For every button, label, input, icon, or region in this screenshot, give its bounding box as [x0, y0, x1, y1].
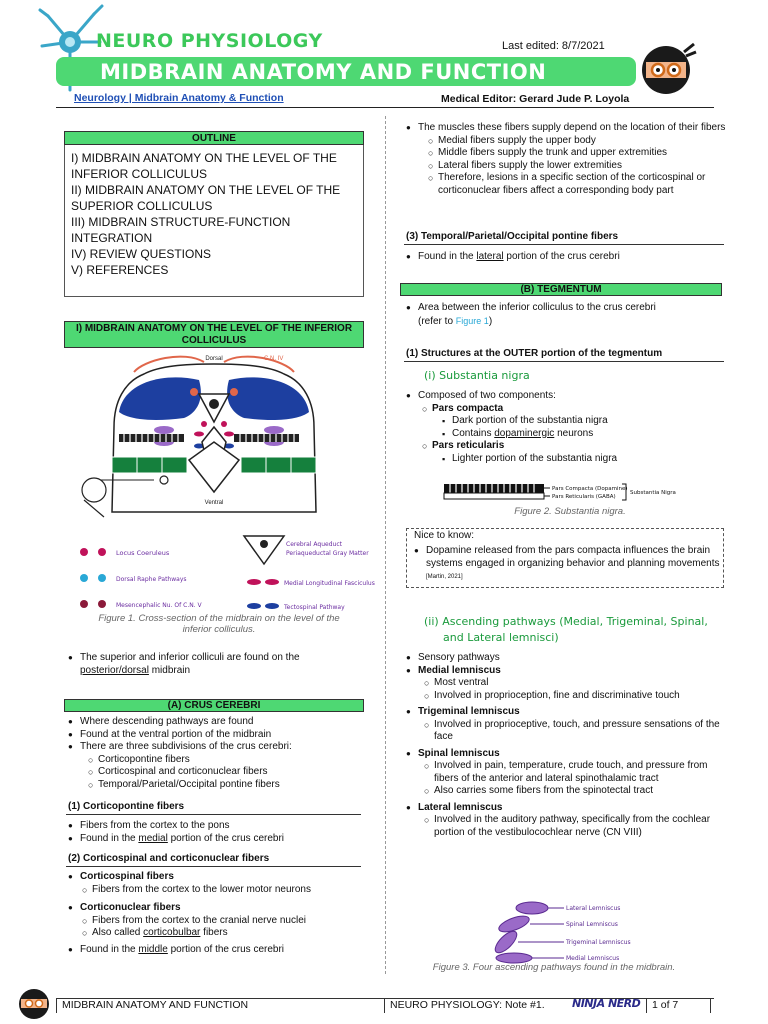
text-post: portion of the crus cerebri	[167, 832, 285, 844]
crus-cerebri-body	[68, 716, 363, 791]
crus-subdivision: ○ Temporal/Parietal/Occipital pontine fibers	[88, 779, 363, 792]
text-post: portion of the crus cerebri	[503, 251, 620, 262]
figure-1-link[interactable]: Figure 1	[455, 315, 489, 326]
nice-to-know-title: Nice to know:	[414, 530, 475, 541]
corticospinal-heading: (2) Corticospinal and corticonuclear fibers	[68, 853, 270, 864]
figure-2-caption: Figure 2. Substantia nigra.	[514, 506, 626, 517]
compacta-sub: ▪ Dark portion of the substantia nigra	[442, 415, 726, 428]
tegmentum-heading: (B) TEGMENTUM	[400, 283, 722, 296]
text-underlined: lateral	[476, 251, 504, 262]
fig2-reticularis-label: Pars Reticularis (GABA)	[552, 494, 616, 500]
figure-1-caption: Figure 1. Cross-section of the midbrain on the level of the inferior colliculus.	[98, 613, 340, 635]
corticonuclear-sub	[82, 927, 363, 940]
ninja-mascot-icon	[636, 40, 696, 96]
footer-title: MIDBRAIN ANATOMY AND FUNCTION	[62, 999, 249, 1011]
dorsal-label: Dorsal	[205, 356, 223, 362]
text-pre: Found in the	[80, 832, 139, 844]
reticularis-sub: ▪ Lighter portion of the substantia nigra	[442, 453, 726, 466]
corticopontine-heading: (1) Corticopontine fibers	[68, 801, 185, 812]
text: Dopamine released from the pars compacta influences the brain systems engaged in organizing behavior and planning movements	[426, 545, 720, 569]
fig3-trigeminal: Trigeminal Lemniscus	[566, 939, 631, 946]
corticopontine-body	[68, 820, 363, 845]
legend-mlf: Medial Longitudinal Fasciculus	[284, 580, 375, 587]
fig2-sn-label: Substantia Nigra	[630, 490, 676, 496]
fig3-medial: Medial Lemniscus	[566, 955, 620, 962]
colliculi-note-post: midbrain	[148, 664, 191, 676]
colliculi-note-link: posterior/dorsal	[80, 664, 149, 676]
corticospinal-title: ● Corticospinal fibers	[68, 871, 363, 884]
section-1-heading: I) MIDBRAIN ANATOMY ON THE LEVEL OF THE INFERIOR COLLICULUS	[64, 321, 364, 348]
text-post: portion of the crus cerebri	[167, 943, 285, 955]
figure-3-caption: Figure 3. Four ascending pathways found in the midbrain.	[432, 962, 676, 973]
medial-sub: ○ Involved in proprioception, fine and discriminative touch	[424, 690, 726, 703]
legend-coeruleus: Locus Coeruleus	[116, 549, 170, 557]
substantia-nigra-body	[406, 390, 726, 465]
text-pre: Found in the	[418, 251, 477, 262]
compacta-title: ○ Pars compacta	[422, 403, 726, 416]
corticospinal-sub: ○ Fibers from the cortex to the lower motor neurons	[82, 884, 363, 897]
medial-title: ● Medial lemniscus	[406, 665, 726, 678]
cn4-label: C.N. IV	[264, 356, 284, 362]
colliculi-note	[68, 652, 363, 677]
ascending-title-2: and Lateral lemnisci)	[443, 631, 559, 644]
trigeminal-sub: ○ Involved in proprioceptive, touch, and pressure sensations of the face	[424, 719, 726, 744]
fig3-lateral: Lateral Lemniscus	[566, 905, 621, 912]
text-post: neurons	[554, 427, 594, 439]
text-underlined: middle	[138, 943, 168, 955]
text-underlined: dopaminergic	[494, 427, 555, 439]
trigeminal-title: ● Trigeminal lemniscus	[406, 706, 726, 719]
spinal-sub: ○ Involved in pain, temperature, crude touch, and pressure from fibers of the anterior and lateral spinothalamic tract	[424, 760, 726, 785]
medical-editor: Medical Editor: Gerard Jude P. Loyola	[441, 93, 630, 105]
series-title: NEURO PHYSIOLOGY	[96, 30, 323, 52]
last-edited: Last edited: 8/7/2021	[502, 40, 605, 52]
muscles-sub: ○ Medial fibers supply the upper body	[428, 135, 726, 148]
fig3-spinal: Spinal Lemniscus	[566, 921, 618, 928]
outline-item[interactable]: IV) REVIEW QUESTIONS	[71, 247, 212, 261]
outline-item[interactable]: III) MIDBRAIN STRUCTURE-FUNCTION INTEGRATION	[71, 215, 291, 245]
outline-item[interactable]: I) MIDBRAIN ANATOMY ON THE LEVEL OF THE INFERIOR COLLICULUS	[71, 151, 337, 181]
text-pre: Found in the	[80, 943, 139, 955]
nice-to-know-body	[414, 545, 720, 584]
crus-bullet: ● Where descending pathways are found	[68, 716, 363, 729]
text-pre: Contains	[452, 427, 495, 439]
footer-divider	[56, 999, 57, 1013]
footer-divider	[646, 999, 647, 1013]
muscles-block	[406, 122, 726, 197]
text-underlined: medial	[138, 832, 168, 844]
text-pre: Also called	[92, 927, 144, 938]
legend-tectospinal: Tectospinal Pathway	[284, 604, 345, 611]
text-underlined: corticobulbar	[143, 927, 201, 938]
corticopontine-bullet: ● Fibers from the cortex to the pons	[68, 820, 363, 833]
text-pre: (refer to	[418, 315, 456, 327]
ascending-body	[406, 652, 726, 839]
crus-subdivision: ○ Corticopontine fibers	[88, 754, 363, 767]
medial-sub: ○ Most ventral	[424, 677, 726, 690]
outline-item[interactable]: V) REFERENCES	[71, 263, 169, 277]
spinal-sub: ○ Also carries some fibers from the spinotectal tract	[424, 785, 726, 798]
figure-1-midbrain-cross-section	[64, 352, 375, 612]
outline-heading: OUTLINE	[64, 131, 364, 145]
ninja-nerd-logo: NINJA NERD	[572, 997, 641, 1010]
tpo-rule	[404, 244, 724, 245]
tpo-bullet	[406, 251, 726, 264]
header-divider	[56, 107, 714, 108]
legend-pag: Periaqueductal Gray Matter	[286, 550, 369, 557]
corticospinal-location	[68, 944, 363, 957]
colliculi-note-pre: The superior and inferior colliculi are found on the	[80, 652, 300, 663]
muscles-bullet: ● The muscles these fibers supply depend on the location of their fibers	[406, 122, 726, 135]
lateral-sub: ○ Involved in the auditory pathway, specifically from the cochlear portion of the vestibulocochlear nerve (CN VIII)	[424, 814, 726, 839]
compacta-sub	[442, 428, 726, 441]
corticonuclear-title: ● Corticonuclear fibers	[68, 902, 363, 915]
corticonuclear-sub: ○ Fibers from the cortex to the cranial nerve nuclei	[82, 915, 363, 928]
legend-raphe: Dorsal Raphe Pathways	[116, 576, 187, 583]
corticospinal-rule	[66, 866, 361, 867]
crus-subdivision: ○ Corticospinal and corticonuclear fibers	[88, 766, 363, 779]
asc-bullet: ● Sensory pathways	[406, 652, 726, 665]
fig2-compacta-label: Pars Compacta (Dopamine)	[552, 486, 628, 492]
outline-list	[71, 150, 361, 278]
footer-note: NEURO PHYSIOLOGY: Note #1.	[390, 999, 545, 1011]
tpo-body	[406, 251, 726, 264]
muscles-sub: ○ Therefore, lesions in a specific section of the corticospinal or corticonuclear fibers affect a corresponding body part	[428, 172, 726, 197]
muscles-sub: ○ Lateral fibers supply the lower extremities	[428, 160, 726, 173]
footer-divider	[710, 999, 711, 1013]
corticopontine-rule	[66, 814, 361, 815]
text: Area between the inferior colliculus to the crus cerebri	[418, 302, 656, 313]
legend-aqueduct: Cerebral Aqueduct	[286, 541, 342, 548]
figure-2-substantia-nigra	[440, 476, 700, 508]
breadcrumb[interactable]: Neurology | Midbrain Anatomy & Function	[74, 92, 284, 104]
sn-bullet: ● Composed of two components:	[406, 390, 726, 403]
text-post: fibers	[200, 927, 228, 938]
figure-3-lemnisci	[484, 896, 684, 966]
column-divider	[385, 116, 386, 974]
ascending-title-1: (ii) Ascending pathways (Medial, Trigeminal, Spinal,	[424, 615, 708, 628]
outer-structures-rule	[404, 361, 724, 362]
tegmentum-body	[406, 302, 726, 328]
ventral-label: Ventral	[204, 500, 224, 506]
crus-bullet: ● There are three subdivisions of the crus cerebri:	[68, 741, 363, 754]
crus-cerebri-heading: (A) CRUS CEREBRI	[64, 699, 364, 712]
muscles-sub: ○ Middle fibers supply the trunk and upper extremities	[428, 147, 726, 160]
reticularis-title: ○ Pars reticularis	[422, 440, 726, 453]
tpo-heading: (3) Temporal/Parietal/Occipital pontine fibers	[406, 231, 619, 242]
page-number: 1 of 7	[652, 999, 679, 1011]
text-post: )	[488, 315, 493, 327]
substantia-nigra-title: (i) Substantia nigra	[424, 369, 530, 382]
corticopontine-bullet	[68, 833, 363, 846]
corticospinal-body	[68, 871, 363, 956]
outer-structures-heading: (1) Structures at the OUTER portion of the tegmentum	[406, 348, 663, 359]
tegmentum-bullet	[406, 302, 726, 328]
ninja-footer-icon	[14, 984, 54, 1020]
page-title: MIDBRAIN ANATOMY AND FUNCTION	[100, 60, 547, 84]
nice-bullet	[414, 545, 720, 584]
legend-mesencephalic: Mesencephalic Nu. Of C.N. V	[116, 602, 202, 609]
citation: [Martin, 2021]	[426, 574, 463, 580]
spinal-title: ● Spinal lemniscus	[406, 748, 726, 761]
outline-item[interactable]: II) MIDBRAIN ANATOMY ON THE LEVEL OF THE SUPERIOR COLLICULUS	[71, 183, 341, 213]
lateral-title: ● Lateral lemniscus	[406, 802, 726, 815]
crus-bullet: ● Found at the ventral portion of the midbrain	[68, 729, 363, 742]
footer-divider	[384, 999, 385, 1013]
